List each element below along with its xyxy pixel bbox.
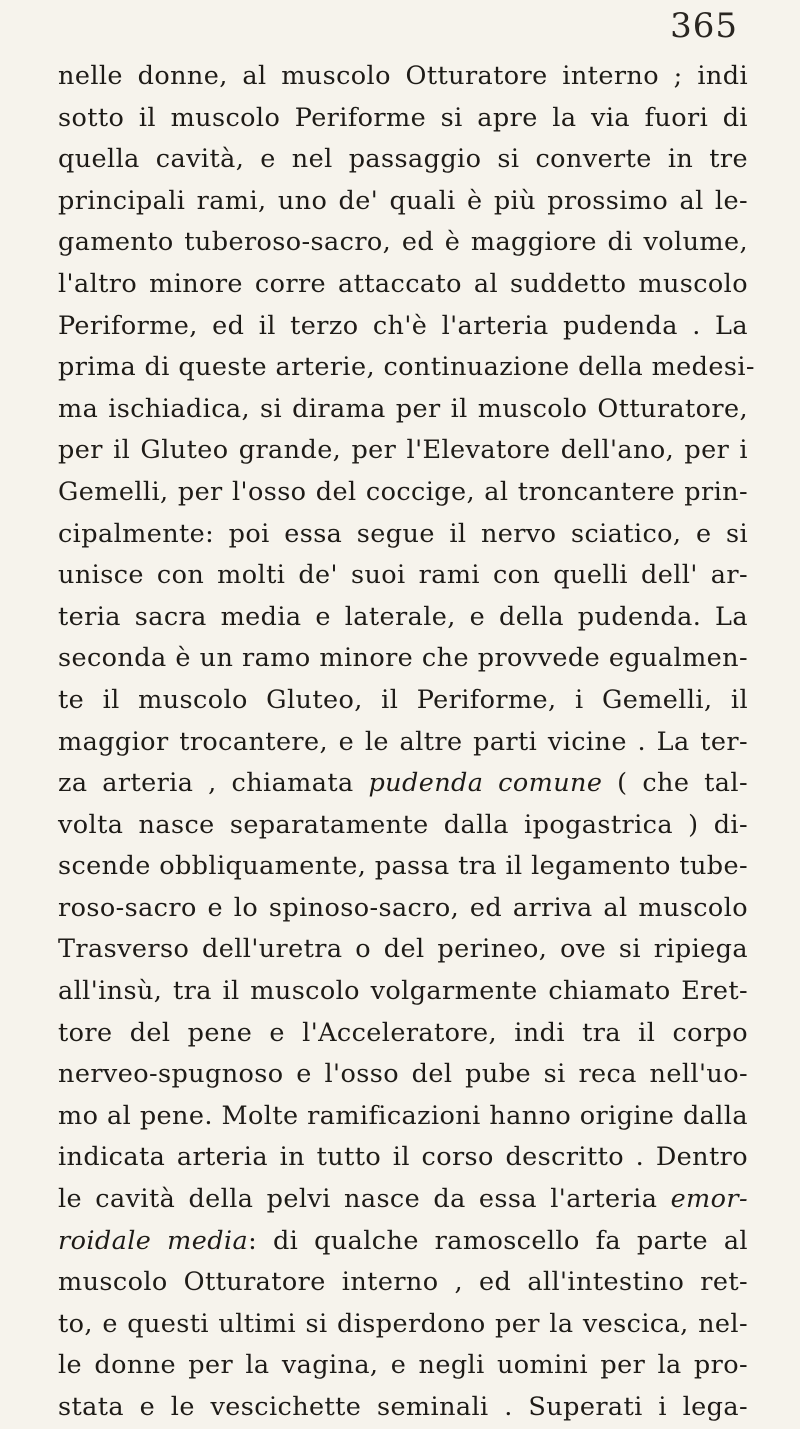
text-line: ma ischiadica, si dirama per il muscolo Otturatore, [58, 393, 748, 424]
text-line: seconda è un ramo minore che provvede egualmen- [58, 643, 748, 674]
text-line: Gemelli, per l'osso del coccige, al troncantere prin- [58, 476, 748, 507]
text-line: maggior trocantere, e le altre parti vicine . La ter- [58, 726, 748, 757]
text-line [58, 763, 748, 805]
text-line: prima di queste arterie, continuazione della medesi- [58, 352, 755, 383]
text-line: volta nasce separatamente dalla ipogastrica ) di- [58, 809, 748, 840]
text-line: nerveo-spugnoso e l'osso del pube si reca nell'uo- [58, 1059, 748, 1090]
italic-term: pudenda comune [368, 768, 603, 799]
body-text [58, 56, 755, 1429]
text-line: nelle donne, al muscolo Otturatore interno ; indi [58, 61, 748, 91]
text-line [58, 1179, 748, 1221]
text-line: Periforme, ed il terzo ch'è l'arteria pudenda . La [58, 310, 748, 341]
text-line: per il Gluteo grande, per l'Elevatore dell'ano, per i [58, 435, 748, 466]
text-line: teria sacra media e laterale, e della pudenda. La [58, 601, 748, 632]
text-run: : di qualche ramoscello fa parte al [248, 1225, 748, 1256]
page-number: 365 [670, 6, 738, 46]
text-line: stata e le vescichette seminali . Superati i lega- [58, 1392, 748, 1422]
text-line: quella cavità, e nel passaggio si converte in tre [58, 144, 748, 175]
text-line: cipalmente: poi essa segue il nervo sciatico, e si [58, 518, 748, 549]
text-line: gamento tuberoso-sacro, ed è maggiore di volume, [58, 227, 748, 258]
text-run: za arteria , chiamata [58, 768, 369, 799]
italic-term: roidale media [58, 1225, 249, 1256]
text-line: principali rami, uno de' quali è più prossimo al le- [58, 185, 748, 216]
text-line: to, e questi ultimi si disperdono per la vescica, nel- [58, 1308, 748, 1339]
text-line: l'altro minore corre attaccato al suddetto muscolo [58, 268, 748, 299]
text-line: roso-sacro e lo spinoso-sacro, ed arriva al muscolo [58, 892, 748, 923]
text-line: mo al pene. Molte ramificazioni hanno origine dalla [58, 1100, 748, 1131]
text-line: Trasverso dell'uretra o del perineo, ove si ripiega [58, 934, 748, 965]
text-line: all'insù, tra il muscolo volgarmente chiamato Eret- [58, 976, 748, 1007]
text-line: unisce con molti de' suoi rami con quelli dell' ar- [58, 560, 748, 591]
text-line: sotto il muscolo Periforme si apre la via fuori di [58, 102, 748, 133]
text-line: tore del pene e l'Acceleratore, indi tra il corpo [58, 1017, 748, 1048]
text-run: ( che tal- [602, 768, 748, 799]
text-run: le cavità della pelvi nasce da essa l'arteria [58, 1184, 671, 1215]
text-line: indicata arteria in tutto il corso descritto . Dentro [58, 1142, 748, 1173]
text-line: le donne per la vagina, e negli uomini per la pro- [58, 1350, 748, 1381]
text-line: scende obbliquamente, passa tra il legamento tube- [58, 851, 748, 882]
text-line [58, 1221, 748, 1263]
text-line: muscolo Otturatore interno , ed all'intestino ret- [58, 1267, 748, 1298]
italic-term: emor- [670, 1184, 748, 1215]
text-line: te il muscolo Gluteo, il Periforme, i Gemelli, il [58, 684, 748, 715]
